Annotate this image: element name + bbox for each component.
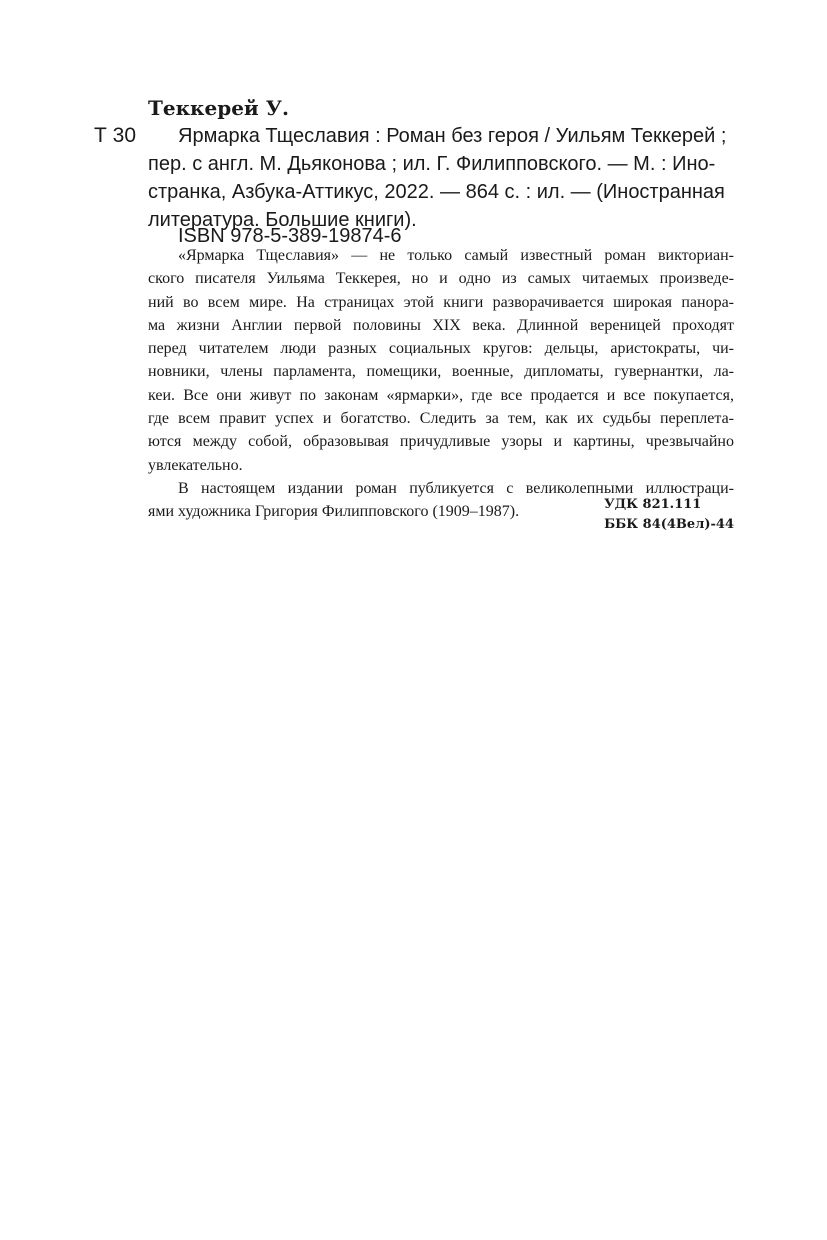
annotation [148,244,734,524]
cutter-code: Т 30 [94,124,137,147]
bbk-code: ББК 84(4Вел)-44 [604,517,734,532]
entry-line: пер. с англ. М. Дьяконова ; ил. Г. Филипповского. — М. : Ино- [148,153,716,175]
annotation-line: ются между собой, образовывая причудливые узоры и картины, чрезвычайно [148,433,734,451]
annotation-line: В настоящем издании роман публикуется с великолепными иллюстраци- [178,479,734,497]
entry-line: литература. Большие книги). [148,209,417,231]
classification-codes [604,495,734,535]
annotation-line: увлекательно. [148,456,243,474]
annotation-line: «Ярмарка Тщеславия» — не только самый известный роман викториан- [178,247,734,264]
annotation-line: где всем правит успех и богатство. Следить за тем, как их судьбы переплета- [148,410,734,428]
annotation-line: ний во всем мире. На страницах этой книги разворачивается широкая панора- [148,293,734,311]
udk-code: УДК 821.111 [604,497,702,512]
annotation-line: кеи. Все они живут по законам «ярмарки», где все продается и все покупается, [148,386,734,404]
bibliographic-entry [148,122,738,234]
annotation-line: ского писателя Уильяма Теккерея, но и одно из самых читаемых произведе- [148,270,734,288]
annotation-line: новники, члены парламента, помещики, военные, дипломаты, гувернантки, ла- [148,363,734,381]
isbn-line: ISBN 978-5-389-19874-6 [178,225,402,247]
annotation-line: ями художника Григория Филипповского (1909–1987). [148,503,520,521]
entry-line: странка, Азбука-Аттикус, 2022. — 864 с. : ил. — (Иностранная [148,181,725,203]
entry-line: Ярмарка Тщеславия : Роман без героя / Уильям Теккерей ; [178,125,727,147]
author-heading: Теккерей У. [148,96,289,120]
annotation-line: ма жизни Англии первой половины XIX века. Длинной вереницей проходят [148,316,734,334]
annotation-line: перед читателем люди разных социальных кругов: дельцы, аристократы, чи- [148,340,734,358]
